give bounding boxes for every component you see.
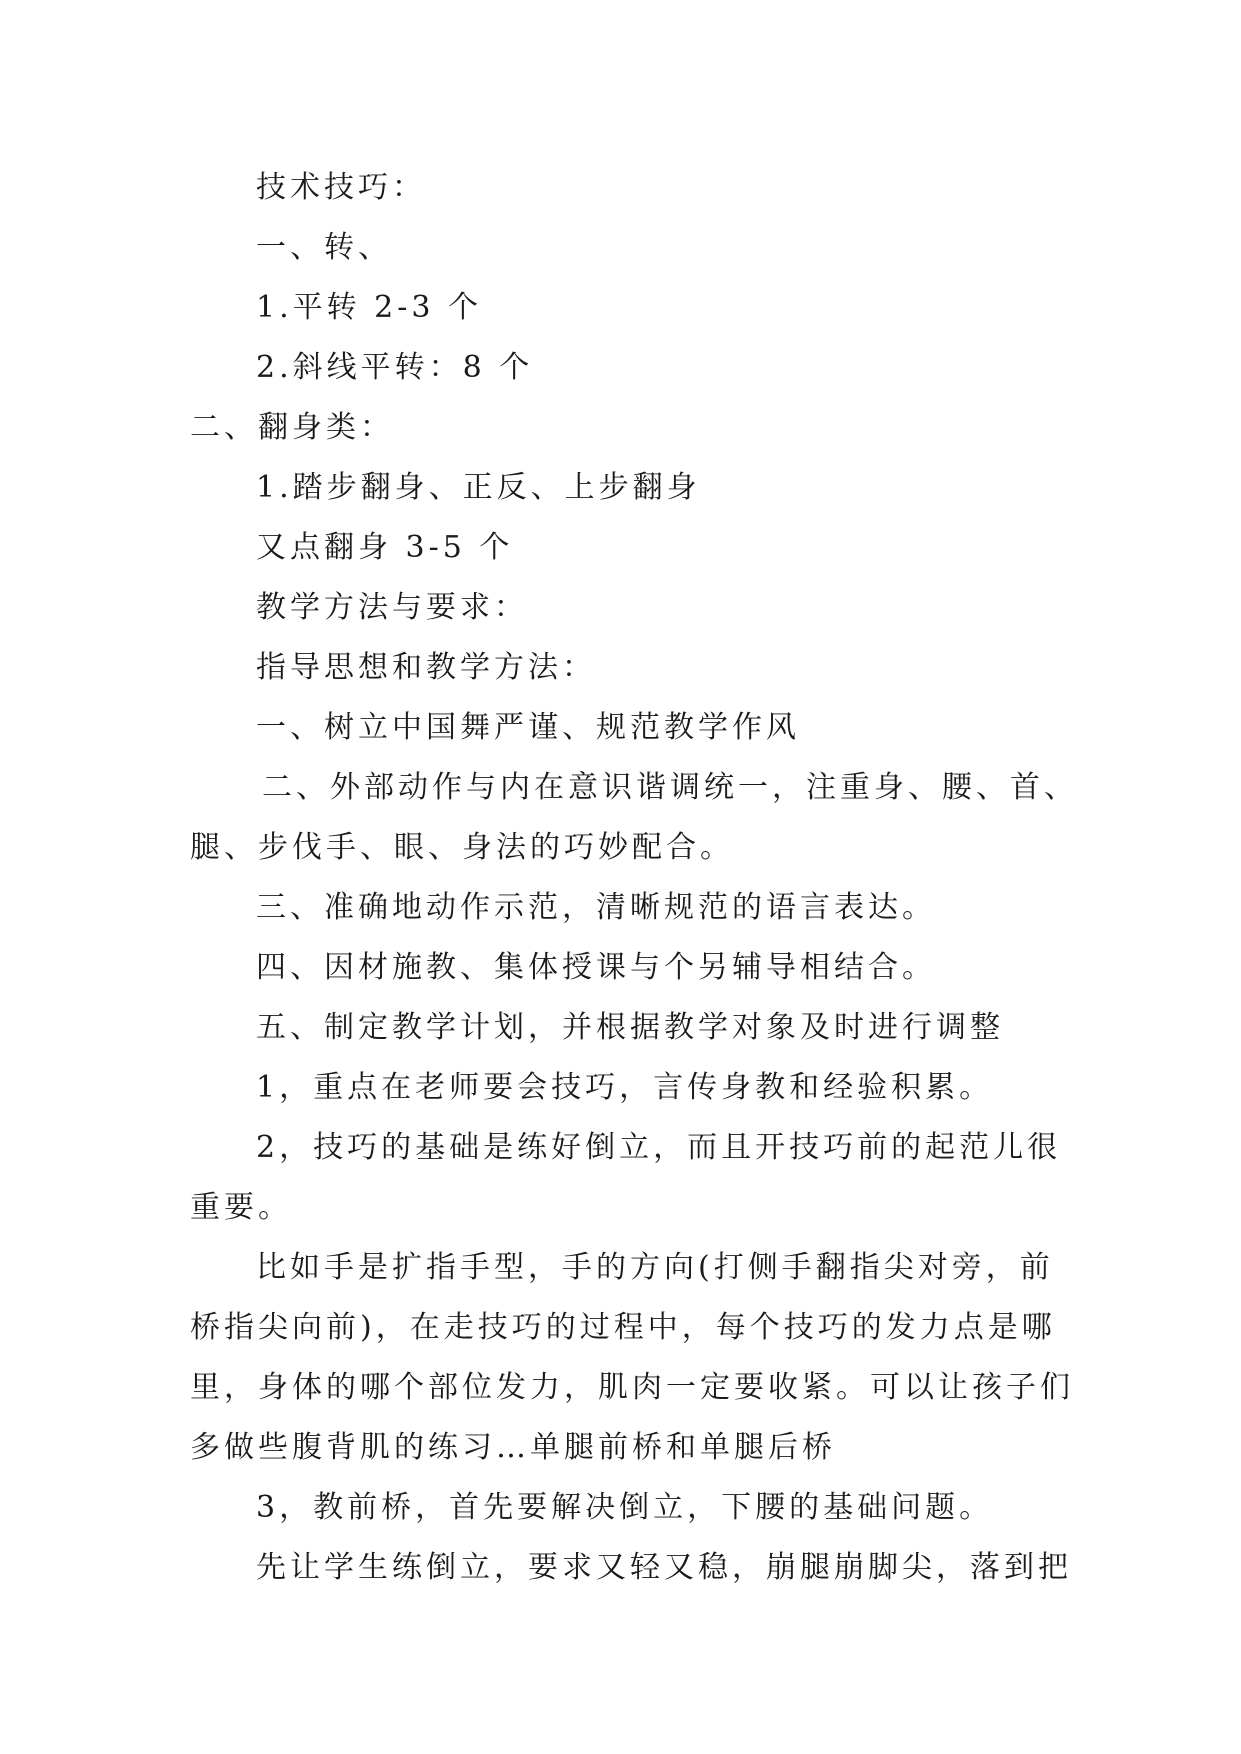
paragraph-line: 三、准确地动作示范，清晰规范的语言表达。 (256, 890, 936, 925)
paragraph-line: 四、因材施教、集体授课与个另辅导相结合。 (256, 950, 936, 985)
paragraph-line: 一、树立中国舞严谨、规范教学作风 (256, 710, 800, 745)
paragraph-line: 比如手是扩指手型，手的方向(打侧手翻指尖对旁，前 (256, 1250, 1054, 1285)
paragraph-line: 1，重点在老师要会技巧，言传身教和经验积累。 (256, 1070, 994, 1105)
list-item-flat-turn: 1.平转 2-3 个 (256, 290, 483, 325)
paragraph-line: 二、外部动作与内在意识谐调统一，注重身、腰、首、 (262, 770, 1078, 805)
paragraph-line: 重要。 (190, 1190, 292, 1225)
subheading-guiding-ideas: 指导思想和教学方法： (256, 650, 596, 685)
list-item-point-flip: 又点翻身 3-5 个 (256, 530, 514, 565)
section-heading-methods: 教学方法与要求： (256, 590, 528, 625)
document-body (190, 158, 1078, 1598)
paragraph-line: 桥指尖向前)，在走技巧的过程中，每个技巧的发力点是哪 (190, 1310, 1056, 1345)
paragraph-line: 3，教前桥，首先要解决倒立，下腰的基础问题。 (256, 1490, 994, 1525)
section-heading-techniques: 技术技巧： (256, 170, 426, 205)
list-item-diagonal-turn: 2.斜线平转：8 个 (256, 350, 534, 385)
paragraph-line: 2，技巧的基础是练好倒立，而且开技巧前的起范儿很 (256, 1130, 1062, 1165)
paragraph-line: 先让学生练倒立，要求又轻又稳，崩腿崩脚尖，落到把 (256, 1550, 1072, 1585)
paragraph-line: 腿、步伐手、眼、身法的巧妙配合。 (190, 830, 734, 865)
paragraph-line: 多做些腹背肌的练习…单腿前桥和单腿后桥 (190, 1430, 836, 1465)
paragraph-line: 里，身体的哪个部位发力，肌肉一定要收紧。可以让孩子们 (190, 1370, 1074, 1405)
subheading-flips: 二、翻身类： (190, 410, 394, 445)
subheading-turns: 一、转、 (256, 230, 392, 265)
list-item-step-flip: 1.踏步翻身、正反、上步翻身 (256, 470, 701, 505)
paragraph-line: 五、制定教学计划，并根据教学对象及时进行调整 (256, 1010, 1004, 1045)
